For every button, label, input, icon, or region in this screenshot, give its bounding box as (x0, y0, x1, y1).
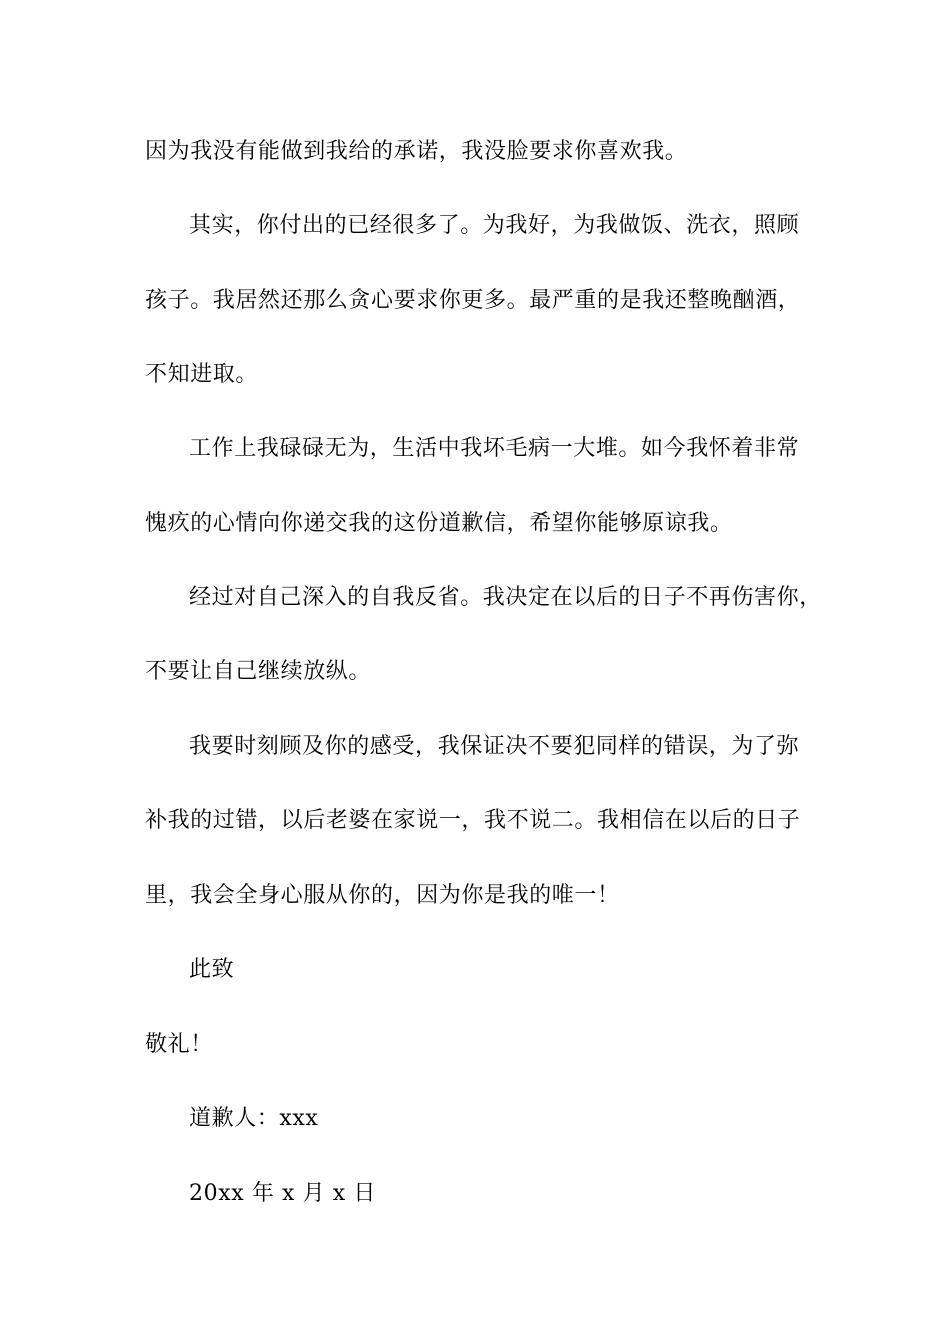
closing-regards: 敬礼！ (145, 1032, 213, 1057)
paragraph-line-10: 补我的过错，以后老婆在家说一，我不说二。我相信在以后的日子 (145, 808, 801, 833)
paragraph-line-5: 工作上我碌碌无为，生活中我坏毛病一大堆。如今我怀着非常 (189, 436, 800, 461)
paragraph-line-1: 因为我没有能做到我给的承诺，我没脸要求你喜欢我。 (145, 139, 688, 164)
closing-salutation: 此致 (189, 957, 235, 982)
signature-line: 道歉人：xxx (189, 1106, 319, 1131)
paragraph-line-3: 孩子。我居然还那么贪心要求你更多。最严重的是我还整晚酗酒， (145, 288, 801, 313)
paragraph-line-9: 我要时刻顾及你的感受，我保证决不要犯同样的错误，为了弥 (189, 734, 800, 759)
paragraph-line-11: 里，我会全身心服从你的，因为你是我的唯一！ (145, 883, 620, 908)
paragraph-line-2: 其实，你付出的已经很多了。为我好，为我做饭、洗衣，照顾 (189, 213, 800, 238)
paragraph-line-4: 不知进取。 (145, 362, 259, 387)
paragraph-line-7: 经过对自己深入的自我反省。我决定在以后的日子不再伤害你， (189, 585, 822, 610)
paragraph-line-6: 愧疚的心情向你递交我的这份道歉信，希望你能够原谅我。 (145, 511, 733, 536)
paragraph-line-8: 不要让自己继续放纵。 (145, 659, 372, 684)
date-line: 20xx 年 x 月 x 日 (189, 1181, 376, 1206)
